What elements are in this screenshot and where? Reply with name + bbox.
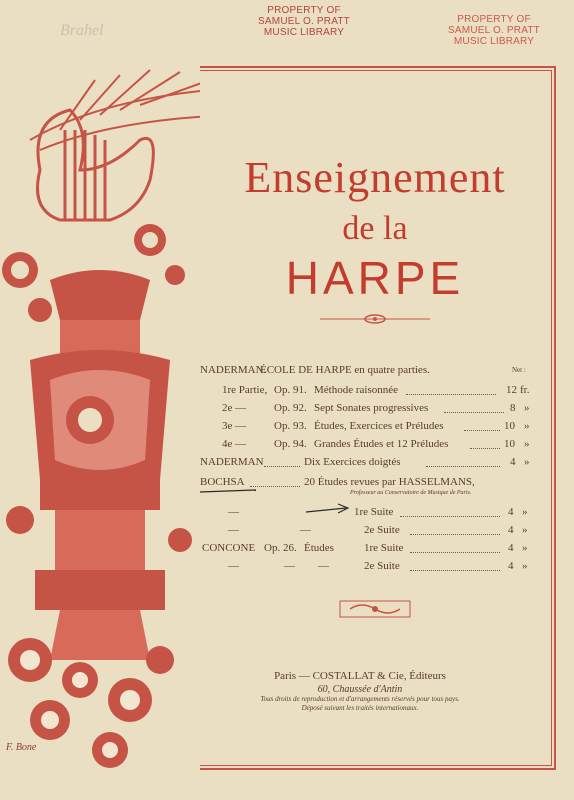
price: 8	[510, 402, 516, 414]
artist-signature: F. Bone	[6, 742, 37, 753]
work-title: 2e Suite	[364, 524, 400, 536]
composer: BOCHSA	[200, 476, 245, 488]
dash: —	[284, 560, 295, 572]
title-line-1: Enseignement	[244, 153, 506, 202]
leader-dots	[410, 560, 500, 571]
part-label: 1re Partie,	[222, 384, 268, 396]
catalog-row	[200, 420, 540, 436]
opus: Op. 93.	[274, 420, 307, 432]
stamp-line: PROPERTY OF	[457, 14, 531, 25]
stamp-line: SAMUEL O. PRATT	[258, 16, 350, 27]
publisher-imprint	[230, 670, 490, 713]
part-label: 4e —	[222, 438, 247, 450]
leader-dots	[410, 542, 500, 553]
library-stamp-right	[434, 14, 554, 47]
dash: —	[318, 560, 329, 572]
leader-dots	[264, 456, 300, 467]
stamp-line: SAMUEL O. PRATT	[448, 25, 540, 36]
dash: —	[228, 506, 239, 518]
leader-dots	[464, 420, 500, 431]
work-title: Sept Sonates progressives	[314, 402, 429, 414]
title-ornament	[320, 312, 430, 326]
publisher-name: Paris — COSTALLAT & Cie, Éditeurs	[274, 670, 446, 682]
catalog-row	[200, 402, 540, 418]
leader-dots	[400, 506, 500, 517]
price: 12	[506, 384, 517, 396]
work-title: Études	[304, 542, 334, 554]
work-title: 1re Suite	[354, 506, 394, 518]
work-title: ÉCOLE DE HARPE en quatre parties.	[260, 364, 430, 376]
dash: —	[228, 524, 239, 536]
leader-dots	[406, 384, 496, 395]
leader-dots	[250, 476, 300, 487]
part-label: 3e —	[222, 420, 247, 432]
composer: NADERMAN.	[200, 364, 267, 376]
catalog-row	[200, 438, 540, 454]
price-unit: fr.	[520, 384, 530, 396]
work-title: Grandes Études et 12 Préludes	[314, 438, 449, 450]
suite-label: 2e Suite	[364, 560, 400, 572]
suite-label: 1re Suite	[364, 542, 404, 554]
opus: Op. 91.	[274, 384, 307, 396]
library-stamp-left	[254, 5, 354, 38]
catalog-row	[200, 384, 540, 400]
rights-notice: Tous droits de reproduction et d'arrangements réservés pour tous pays.	[260, 695, 460, 703]
publisher-address: 60, Chaussée d'Antin	[317, 684, 403, 695]
price-unit: »	[522, 524, 528, 536]
price-unit: »	[522, 542, 528, 554]
title-line-2: de la	[342, 210, 408, 247]
dash: —	[300, 524, 311, 536]
part-label: 2e —	[222, 402, 247, 414]
price-unit: »	[524, 402, 530, 414]
price: 4	[508, 560, 514, 572]
title-line-3: HARPE	[285, 252, 465, 304]
price-unit: »	[524, 456, 530, 468]
price: 4	[508, 542, 514, 554]
opus: Op. 92.	[274, 402, 307, 414]
leader-dots	[426, 456, 500, 467]
price-unit: »	[524, 420, 530, 432]
opus: Op. 94.	[274, 438, 307, 450]
price: 10	[504, 420, 515, 432]
leader-dots	[470, 438, 500, 449]
catalog-row	[200, 456, 540, 472]
catalog-row	[200, 364, 540, 380]
stamp-line: PROPERTY OF	[267, 5, 341, 16]
opus: Op. 26.	[264, 542, 297, 554]
price: 10	[504, 438, 515, 450]
deposit-notice: Déposé suivant les traités internationaux.	[301, 704, 419, 712]
work-title: Études, Exercices et Préludes	[314, 420, 444, 432]
catalog-row	[200, 542, 540, 558]
lyre-column-illustration	[0, 60, 200, 780]
price: 4	[508, 506, 514, 518]
stamp-line: MUSIC LIBRARY	[263, 27, 345, 38]
section-ornament	[330, 597, 420, 621]
annotation: Professeur au Conservatoire de Musique de Paris.	[350, 490, 472, 496]
composer: CONCONE	[202, 542, 256, 554]
price-unit: »	[524, 438, 530, 450]
stamp-line: MUSIC LIBRARY	[453, 36, 535, 47]
work-title: Méthode raisonnée	[314, 384, 398, 396]
composer: NADERMAN	[200, 456, 264, 468]
pen-annotations	[196, 488, 366, 518]
leader-dots	[410, 524, 500, 535]
leader-dots	[444, 402, 504, 413]
work-title: Dix Exercices doigtés	[304, 456, 401, 468]
work-title: 20 Études revues par HASSELMANS,	[304, 476, 475, 488]
price-unit: »	[522, 506, 528, 518]
price: 4	[508, 524, 514, 536]
net-label: Net :	[512, 366, 526, 374]
price-unit: »	[522, 560, 528, 572]
price: 4	[510, 456, 516, 468]
dash: —	[228, 560, 239, 572]
catalog-row	[200, 524, 540, 540]
catalog-row	[200, 560, 540, 576]
pencil-mark: Brahel	[60, 22, 104, 39]
